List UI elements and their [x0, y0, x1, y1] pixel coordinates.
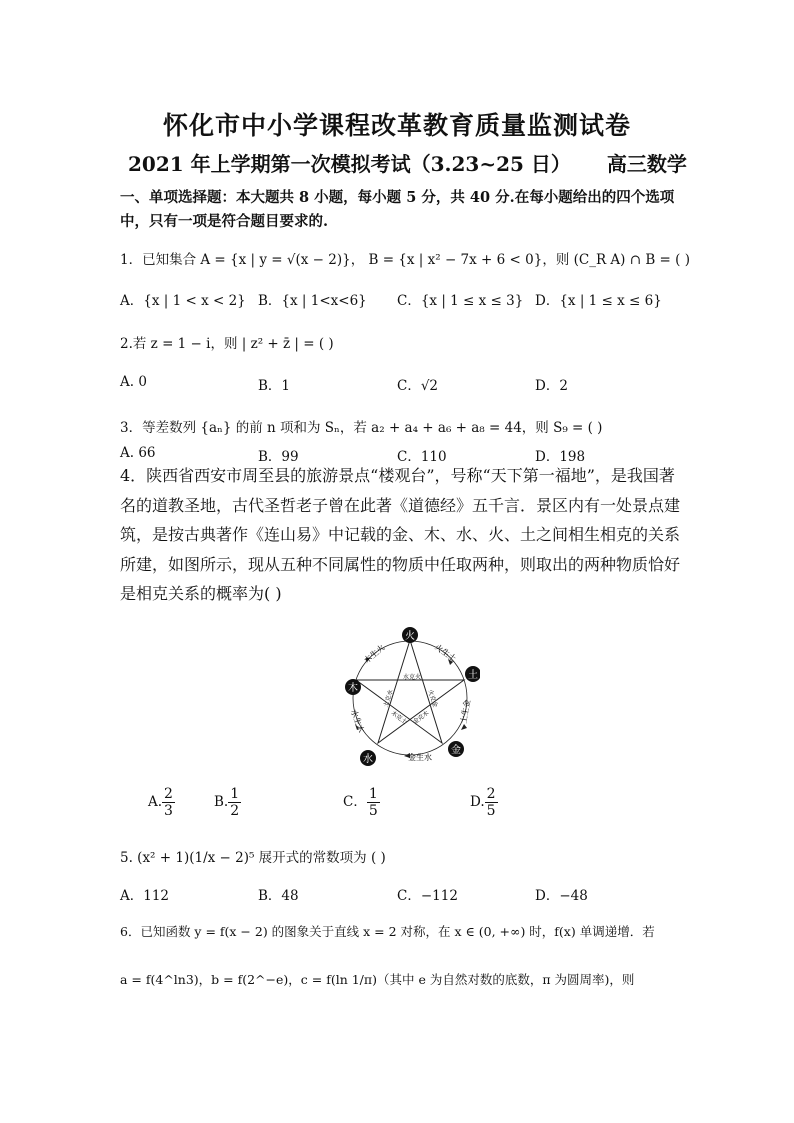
node-wood — [345, 679, 361, 695]
inner-label-metal-wood: 金克木 — [411, 709, 431, 726]
outer-label-wood-fire: 木生火 — [362, 642, 387, 666]
node-metal — [448, 741, 464, 757]
question-4-option-b — [214, 786, 241, 819]
question-5-option-b: B．48 — [258, 888, 299, 904]
question-2-stem: 2.若 z = 1 − i，则 | z² + z̄ | = ( ) — [120, 336, 334, 352]
question-6-line-2: a = f(4^ln3)，b = f(2^−e)，c = f(ln 1/π)（其中 e 为自然对数的底数，π 为圆周率)，则 — [120, 972, 635, 987]
question-5-option-d: D．−48 — [535, 888, 588, 904]
question-3-option-c: C．110 — [397, 449, 447, 465]
node-water-label: 水 — [363, 754, 373, 765]
section-heading: 一、单项选择题：本大题共 8 小题，每小题 5 分，共 40 分.在每小题给出的四个选项中，只有一项是符合题目要求的. — [120, 189, 675, 230]
question-4-option-c — [343, 786, 380, 819]
exam-subtitle-left: 2021 年上学期第一次模拟考试（3.23~25 日） — [128, 152, 571, 176]
fraction: $\frac{1}{2}$ — [230, 786, 240, 819]
question-2-option-b: B．1 — [258, 378, 291, 394]
question-1-option-c: C．{x | 1 ≤ x ≤ 3} — [397, 293, 524, 309]
question-3-stem: 3．等差数列 {aₙ} 的前 n 项和为 Sₙ，若 a₂ + a₄ + a₆ + a₈ = 44，则 S₉ = ( ) — [120, 420, 603, 436]
node-fire-label: 火 — [405, 631, 415, 642]
option-b-label: B. — [214, 794, 229, 810]
inner-label-fire-metal: 火克金 — [426, 688, 439, 709]
question-5-option-c: C．−112 — [397, 888, 458, 904]
inner-label-wood-earth: 木克土 — [389, 709, 409, 726]
outer-label-earth-metal: 土生金 — [459, 698, 473, 725]
question-2-option-a: A. 0 — [120, 374, 147, 390]
outer-label-fire-earth: 火生土 — [433, 642, 458, 664]
question-4-option-d — [470, 786, 498, 819]
exam-title: 怀化市中小学课程改革教育质量监测试卷 — [162, 111, 631, 140]
question-4-option-a — [148, 786, 175, 819]
question-2-option-c: C．√2 — [397, 378, 439, 394]
question-1-option-d: D．{x | 1 ≤ x ≤ 6} — [535, 293, 662, 309]
question-1-stem: 1．已知集合 A = {x | y = √(x − 2)}， B = {x | x² − 7x + 6 < 0}，则 (C_R A) ∩ B = ( ) — [120, 252, 690, 268]
question-3-option-a: A. 66 — [120, 445, 156, 461]
question-1-option-a: A．{x | 1 < x < 2} — [120, 293, 246, 309]
outer-label-water-wood: 水生木 — [349, 708, 366, 734]
exam-subtitle — [128, 148, 687, 177]
option-a-label: A. — [148, 794, 163, 810]
node-earth-label: 土 — [468, 670, 478, 681]
exam-subject: 高三数学 — [606, 152, 687, 176]
question-1-option-b: B．{x | 1<x<6} — [258, 293, 367, 309]
node-earth — [465, 666, 480, 682]
outer-label-metal-water: 金生水 — [408, 753, 432, 762]
node-metal-label: 金 — [451, 745, 461, 756]
question-4-stem: 4．陕西省西安市周至县的旅游景点“楼观台”，号称“天下第一福地”，是我国著名的道教圣地，古代圣哲老子曾在此著《道德经》五千言．景区内有一处景点建筑，是按古典著作《连山易》中记载的金、木、水、火、土之间相生相克的关系所建，如图所示，现从五种不同属性的物质中任取两种，则取出的两种物质恰好是相克关系的概率为( ) — [120, 466, 681, 603]
five-elements-diagram — [340, 624, 480, 769]
fraction: $\frac{2}{3}$ — [164, 786, 173, 819]
question-2-option-d: D．2 — [535, 378, 568, 394]
inner-label-water-fire: 水克火 — [402, 674, 422, 681]
question-5-stem: 5. (x² + 1)(1/x − 2)⁵ 展开式的常数项为 ( ) — [120, 850, 386, 866]
question-3-option-b: B．99 — [258, 449, 299, 465]
question-6-line-1: 6．已知函数 y = f(x − 2) 的图象关于直线 x = 2 对称，在 x ∈ (0, +∞) 时，f(x) 单调递增．若 — [120, 924, 655, 939]
fraction: $\frac{1}{5}$ — [368, 786, 378, 819]
question-3-option-d: D．198 — [535, 449, 586, 465]
option-c-label: C． — [343, 794, 367, 810]
node-fire — [402, 627, 418, 643]
inner-label-earth-water: 土克水 — [382, 688, 395, 709]
node-water — [360, 750, 376, 766]
fraction: $\frac{2}{5}$ — [486, 786, 496, 819]
question-5-option-a: A．112 — [120, 888, 170, 904]
option-d-label: D. — [470, 794, 485, 810]
node-wood-label: 木 — [348, 683, 358, 694]
